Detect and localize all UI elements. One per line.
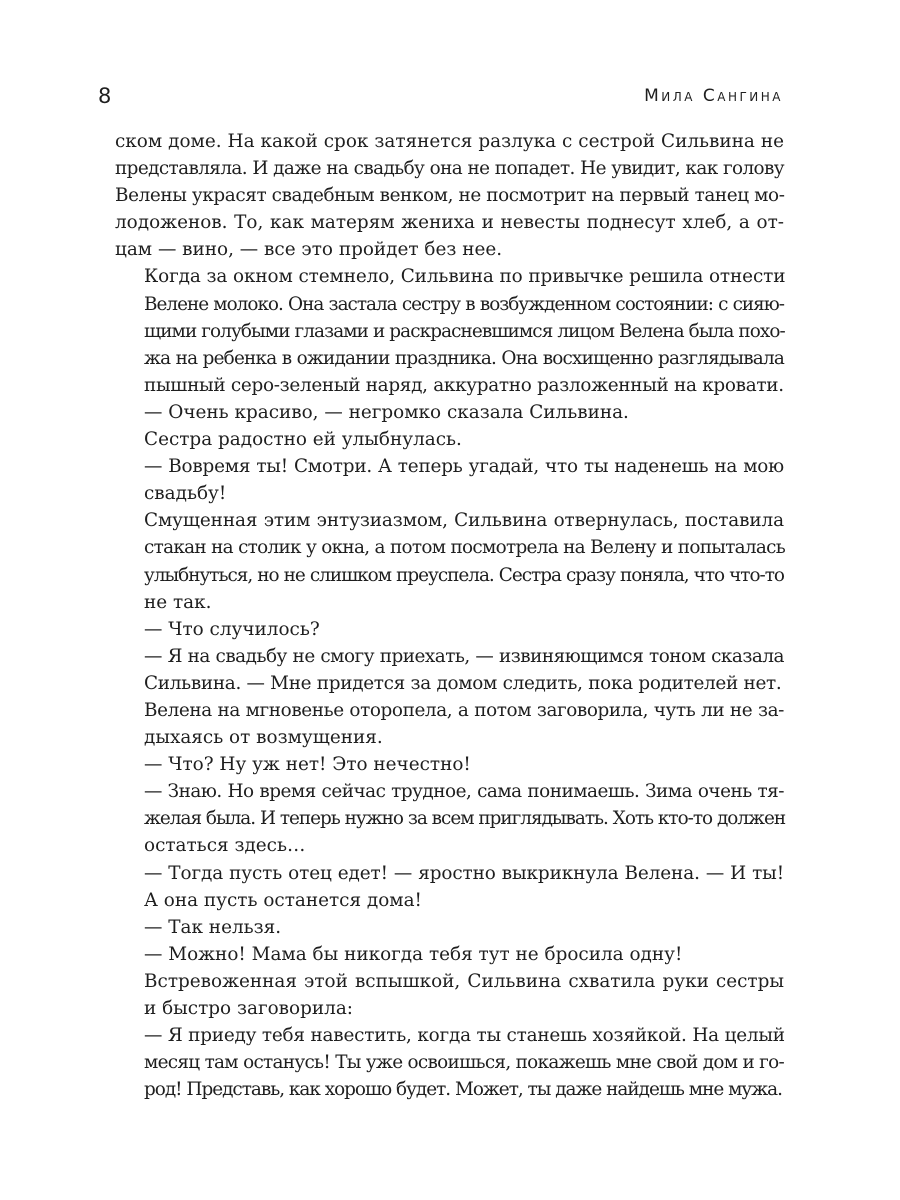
text-line: — Что случилось? [144,618,320,640]
paragraph [115,778,784,859]
text-line: дыхаясь от возмущения. [144,727,383,749]
text-line: улыбнуться, но не слишком преуспела. Сестра сразу поняла, что что-то [144,564,784,586]
text-line: Сильвина. — Мне придется за домом следить, пока родителей нет. [144,672,782,694]
paragraph [115,914,784,941]
text-line: — Очень красиво, — негромко сказала Сильвина. [144,401,629,423]
text-line: — Я на свадьбу не смогу приехать, — извиняющимся тоном сказала [144,645,784,667]
text-line: А она пусть останется дома! [144,889,422,911]
paragraph [115,263,784,398]
text-line: не так. [144,591,212,613]
text-line: стакан на столик у окна, а потом посмотрела на Велену и попыталась [144,537,786,559]
page-number: 8 [98,84,113,108]
text-line: — Так нельзя. [144,916,282,938]
text-line: месяц там останусь! Ты уже освоишься, покажешь мне свой дом и го- [144,1052,784,1074]
text-line: лодоженов. То, как матерям жениха и невесты поднесут хлеб, а от- [115,212,784,234]
text-line: пышный серо-зеленый наряд, аккуратно разложенный на кровати. [144,374,784,396]
paragraph [115,426,784,453]
paragraph [115,399,784,426]
text-line: — Можно! Мама бы никогда тебя тут не бросила одну! [144,943,683,965]
text-line: — Я приеду тебя навестить, когда ты станешь хозяйкой. На целый [144,1025,785,1047]
text-line: ском доме. На какой срок затянется разлука с сестрой Сильвина не [115,131,784,152]
text-line: Смущенная этим энтузиазмом, Сильвина отвернулась, поставила [144,510,784,532]
text-line: Велене молоко. Она застала сестру в возбужденном состоянии: с сияю- [144,293,784,315]
paragraph [115,968,784,1022]
text-line: щими голубыми глазами и раскрасневшимся лицом Велена была похо- [144,320,785,342]
text-line: Велены украсят свадебным венком, не посмотрит на первый танец мо- [115,185,785,207]
text-line: и быстро заговорила: [144,998,353,1019]
body-text [115,128,784,1103]
text-line: — Тогда пусть отец едет! — яростно выкрикнула Велена. — И ты! [144,862,784,884]
text-line: Сестра радостно ей улыбнулась. [144,429,462,451]
text-line: свадьбу! [144,483,227,505]
text-line: жа на ребенка в ожидании праздника. Она восхищенно разглядывала [144,347,784,369]
text-line: Когда за окном стемнело, Сильвина по привычке решила отнести [144,266,786,288]
text-line: — Вовремя ты! Смотри. А теперь угадай, что ты наденешь на мою [144,456,784,478]
running-header-author: Мила Сангина [644,86,783,106]
paragraph [115,1022,784,1103]
text-line: Велена на мгновенье оторопела, а потом заговорила, чуть ли не за- [144,699,784,721]
paragraph [115,697,784,751]
paragraph [115,128,784,263]
text-line: — Что? Ну уж нет! Это нечестно! [144,754,471,776]
text-line: желая была. И теперь нужно за всем приглядывать. Хоть кто-то должен [144,808,786,830]
paragraph [115,751,784,778]
paragraph [115,860,784,914]
text-line: род! Представь, как хорошо будет. Может, ты даже найдешь мне мужа. [144,1079,782,1101]
paragraph [115,643,784,697]
text-line: остаться здесь… [144,835,306,857]
text-line: цам — вино, — все это пройдет без нее. [115,239,503,261]
paragraph [115,507,784,615]
text-line: Встревоженная этой вспышкой, Сильвина схватила руки сестры [144,970,784,992]
paragraph [115,453,784,507]
text-line: — Знаю. Но время сейчас трудное, сама понимаешь. Зима очень тя- [144,781,784,803]
paragraph [115,616,784,643]
text-line: представляла. И даже на свадьбу она не попадет. Не увидит, как голову [115,158,784,180]
paragraph [115,941,784,968]
